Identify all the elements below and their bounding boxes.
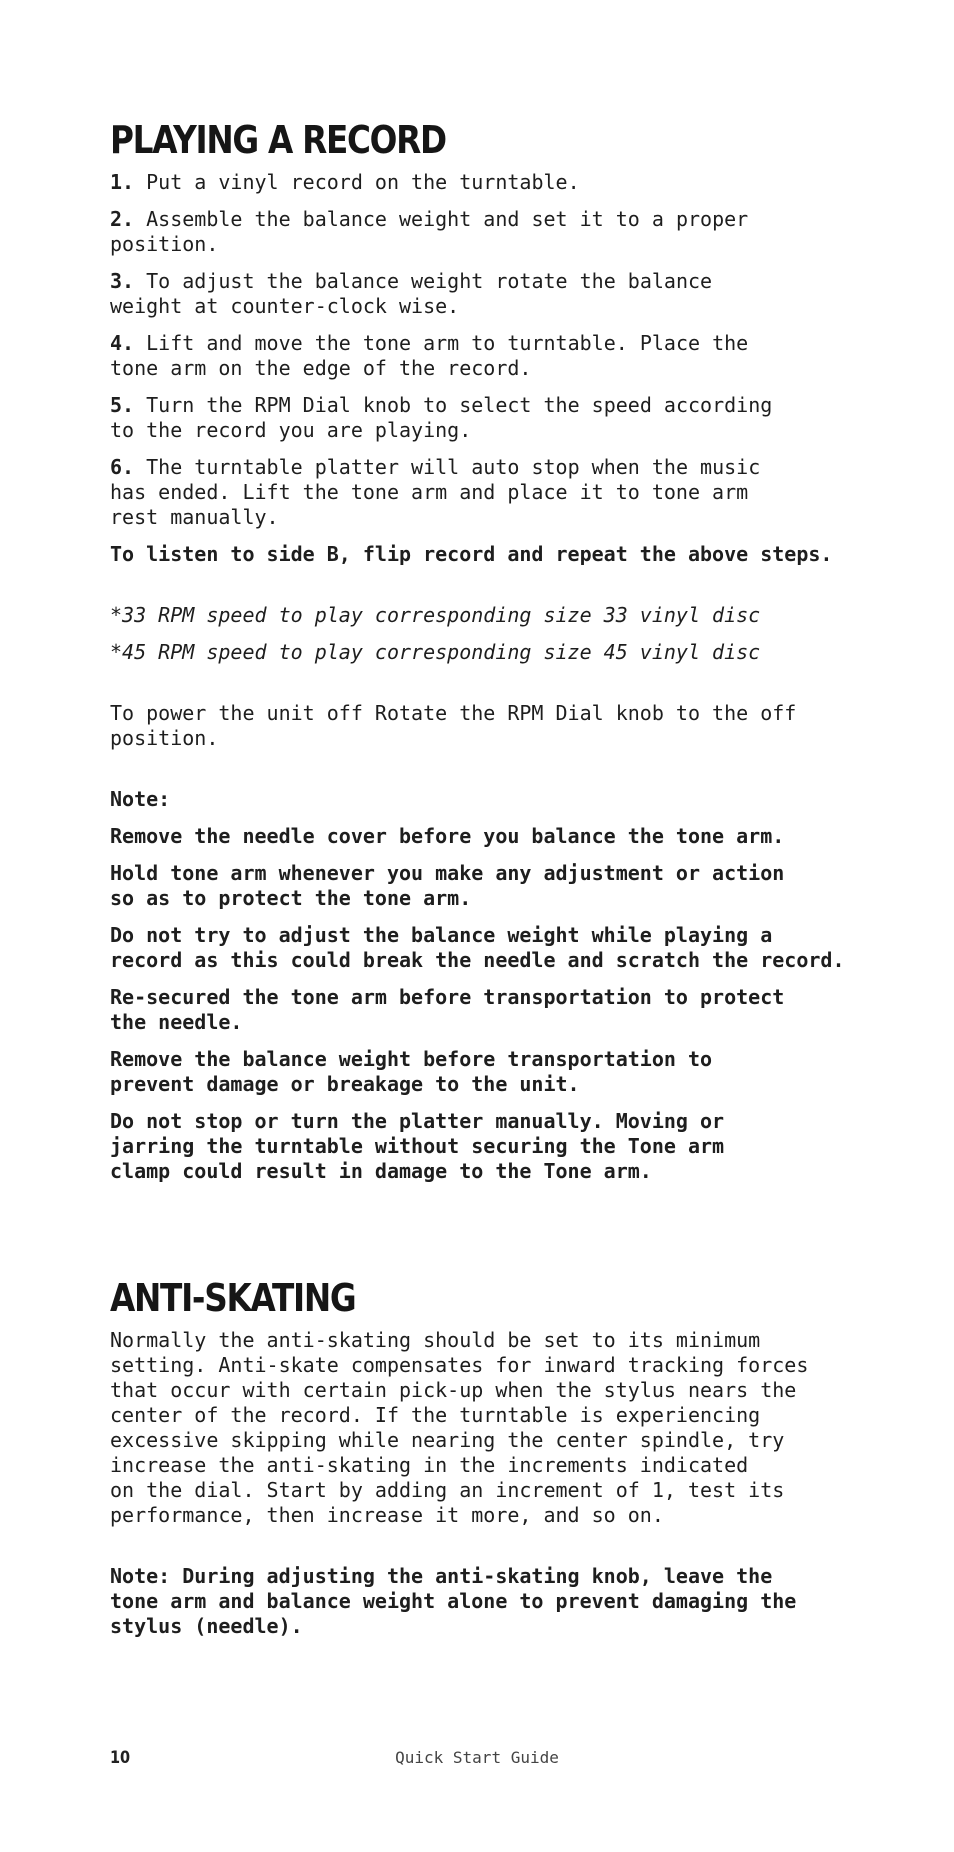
note-label: Note:	[110, 787, 171, 811]
anti-skating-body: Normally the anti-skating should be set to its minimum setting. Anti-skate compensates for inward tracking forces that occur with certain pick-up when the stylus nears the center of the record. If the turntable is experiencing excessive skipping while nearing the center spindle, try increase the anti-skating in the increments indicated on the dial. Start by adding an increment of 1, test its performance, then increase it more, and so on.	[110, 1328, 809, 1527]
page-number: 10	[110, 1748, 131, 1768]
note-item: Hold tone arm whenever you make any adjustment or action so as to protect the tone arm.	[110, 861, 785, 910]
page-footer	[0, 1748, 954, 1772]
rpm-note-45: *45 RPM speed to play corresponding size 45 vinyl disc	[110, 640, 761, 664]
step-2	[110, 207, 870, 257]
step-1	[110, 170, 870, 195]
step-5	[110, 393, 870, 443]
step-number: 6.	[110, 455, 135, 479]
step-number: 3.	[110, 269, 135, 293]
anti-skating-note: Note: During adjusting the anti-skating knob, leave the tone arm and balance weight alone to prevent damaging the stylus (needle).	[110, 1564, 797, 1638]
note-item: Re-secured the tone arm before transportation to protect the needle.	[110, 985, 785, 1034]
side-b-instruction: To listen to side B, flip record and repeat the above steps.	[110, 542, 833, 566]
step-number: 2.	[110, 207, 135, 231]
step-text: Lift and move the tone arm to turntable. Place the tone arm on the edge of the record.	[110, 331, 749, 380]
note-item: Do not try to adjust the balance weight while playing a record as this could break the needle and scratch the record.	[110, 923, 845, 972]
step-3	[110, 269, 870, 319]
step-number: 4.	[110, 331, 135, 355]
step-text: To adjust the balance weight rotate the balance weight at counter-clock wise.	[110, 269, 713, 318]
power-off-instruction: To power the unit off Rotate the RPM Dial knob to the off position.	[110, 701, 797, 750]
section-title-playing-a-record: PLAYING A RECORD	[110, 118, 446, 162]
rpm-note-33: *33 RPM speed to play corresponding size 33 vinyl disc	[110, 603, 761, 627]
page-content	[110, 118, 870, 1651]
footer-title: Quick Start Guide	[395, 1748, 559, 1767]
step-number: 1.	[110, 170, 135, 194]
step-text: Assemble the balance weight and set it to a proper position.	[110, 207, 749, 256]
step-6	[110, 455, 870, 530]
step-4	[110, 331, 870, 381]
note-item: Remove the needle cover before you balance the tone arm.	[110, 824, 785, 848]
note-item: Do not stop or turn the platter manually. Moving or jarring the turntable without securing the Tone arm clamp could result in damage to the Tone arm.	[110, 1109, 725, 1183]
step-text: The turntable platter will auto stop when the music has ended. Lift the tone arm and place it to tone arm rest manually.	[110, 455, 761, 529]
step-text: Put a vinyl record on the turntable.	[146, 170, 580, 194]
step-number: 5.	[110, 393, 135, 417]
section-title-anti-skating: ANTI-SKATING	[110, 1276, 356, 1320]
note-item: Remove the balance weight before transportation to prevent damage or breakage to the unit.	[110, 1047, 713, 1096]
step-text: Turn the RPM Dial knob to select the speed according to the record you are playing.	[110, 393, 773, 442]
